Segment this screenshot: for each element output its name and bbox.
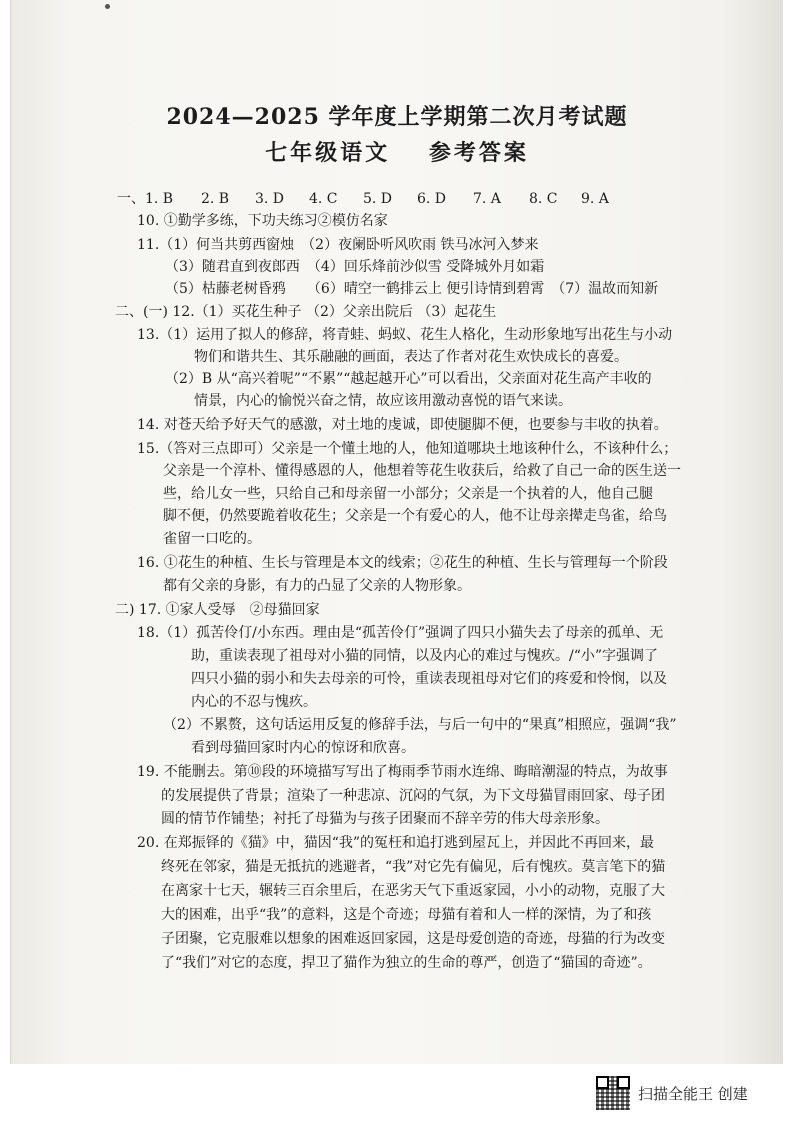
scanner-app-label: 扫描全能王 创建 [638, 1084, 748, 1103]
answer-line: 情景，内心的愉悦兴奋之情，故应该用激动喜悦的语气来读。 [194, 393, 572, 409]
answer-line: （5）枯藤老树昏鸦 （6）晴空一鹤排云上 便引诗情到碧霄 （7）温故而知新 [165, 281, 659, 297]
qr-code-icon [596, 1076, 630, 1110]
answer-label: 参考答案 [428, 140, 529, 166]
answer-1: 一、1. B [117, 191, 174, 207]
answer-line: 大的困难，出乎“我”的意料，这是个奇迹；母猫有着和人一样的深情，为了和孩 [161, 907, 652, 923]
answer-line: 14. 对苍天给予好天气的感激，对土地的虔诚，即使腿脚不便，也要参与丰收的执着。 [137, 417, 668, 433]
answer-4: 4. C [309, 191, 338, 207]
answer-line: 15.（答对三点即可）父亲是一个懂土地的人，他知道哪块土地该种什么，不该种什么； [137, 441, 678, 457]
answer-line: 内心的不忍与愧疚。 [191, 694, 317, 710]
answer-8: 8. C [529, 191, 558, 207]
answer-line: 的发展提供了背景；渲染了一种悲凉、沉闷的气氛，为下文母猫冒雨回家、母子团 [161, 788, 665, 804]
smudge [105, 4, 110, 9]
exam-title: 2024—2025 学年度上学期第二次月考试题 [166, 104, 628, 130]
answer-line: 都有父亲的身影，有力的凸显了父亲的人物形象。 [163, 578, 471, 594]
answer-line: 圆的情节作铺垫；衬托了母猫为与孩子团聚而不辞辛劳的伟大母亲形象。 [161, 811, 609, 827]
answer-line: （2）B 从“高兴着呢”“不累”“越起越开心”可以看出，父亲面对花生高产丰收的 [165, 371, 652, 387]
answer-line: 物们和谐共生、其乐融融的画面，表达了作者对花生欢快成长的喜爱。 [194, 349, 628, 365]
answer-7: 7. A [473, 191, 501, 207]
exam-subtitle [11, 136, 783, 167]
answer-line: 终死在邻家，猫是无抵抗的逃避者，“我”对它先有偏见，后有愧疚。莫言笔下的猫 [161, 859, 666, 875]
answer-line: （2）不累赘，这句话运用反复的修辞手法，与后一句中的“果真”相照应，强调“我” [163, 717, 677, 733]
grade-subject: 七年级语文 [265, 140, 391, 166]
answer-line: 助，重读表现了祖母对小猫的同情，以及内心的难过与愧疚。/“小”字强调了 [191, 648, 659, 664]
answer-line: 16. ①花生的种植、生长与管理是本文的线索；②花生的种植、生长与管理每一个阶段 [137, 555, 668, 571]
answer-line: 了“我们”对它的态度，捍卫了猫作为独立的生命的尊严，创造了“猫国的奇迹”。 [161, 955, 652, 971]
scanner-watermark [596, 1076, 748, 1110]
answer-9: 9. A [581, 191, 609, 207]
answer-line: 19. 不能删去。第⑩段的环境描写写出了梅雨季节雨水连绵、晦暗潮湿的特点，为故事 [137, 764, 668, 780]
answer-line: 雀留一口吃的。 [163, 531, 261, 547]
answer-line: 13.（1）运用了拟人的修辞，将青蛙、蚂蚁、花生人格化，生动形象地写出花生与小动 [137, 327, 673, 343]
answer-line: 二、(一) 12.（1）买花生种子 （2）父亲出院后 （3）起花生 [115, 304, 497, 320]
answer-line: 20. 在郑振铎的《猫》中，猫因“我”的冤枉和追打逃到屋瓦上，并因此不再回来，最 [137, 835, 655, 851]
answer-line: 11.（1）何当共剪西窗烛 （2）夜阑卧听风吹雨 铁马冰河入梦来 [137, 237, 539, 253]
answer-line: 二) 17. ①家人受辱 ②母猫回家 [115, 602, 320, 618]
answer-line: 10. ①勤学多练，下功夫练习②模仿名家 [137, 213, 388, 229]
scanned-page [10, 0, 783, 1064]
answer-line: 父亲是一个淳朴、懂得感恩的人，他想着等花生收获后，给救了自己一命的医生送一 [163, 463, 681, 479]
answer-line: 些，给儿女一些，只给自己和母亲留一小部分；父亲是一个执着的人，他自己腿 [163, 486, 653, 502]
answer-line: 四只小猫的弱小和失去母亲的可怜，重读表现祖母对它们的疼爱和怜悯，以及 [191, 671, 667, 687]
answer-line: 在离家十七天，辗转三百余里后，在恶劣天气下重返家园，小小的动物，克服了大 [161, 883, 665, 899]
answer-5: 5. D [363, 191, 393, 207]
answer-3: 3. D [255, 191, 285, 207]
answer-line: 18.（1）孤苦伶仃/小东西。理由是“孤苦伶仃”强调了四只小猫失去了母亲的孤单、无 [137, 625, 664, 641]
answer-6: 6. D [417, 191, 447, 207]
answer-line: 看到母猫回家时内心的惊讶和欣喜。 [191, 740, 415, 756]
choice-answers [117, 190, 609, 208]
answer-line: 子团聚，它克服难以想象的困难返回家园，这是母爱创造的奇迹，母猫的行为改变 [161, 931, 665, 947]
answer-2: 2. B [201, 191, 230, 207]
answer-line: （3）随君直到夜郎西 （4）回乐烽前沙似雪 受降城外月如霜 [165, 259, 545, 275]
answer-line: 脚不便，仍然要跪着收花生；父亲是一个有爱心的人，他不让母亲撵走鸟雀，给鸟 [163, 508, 667, 524]
